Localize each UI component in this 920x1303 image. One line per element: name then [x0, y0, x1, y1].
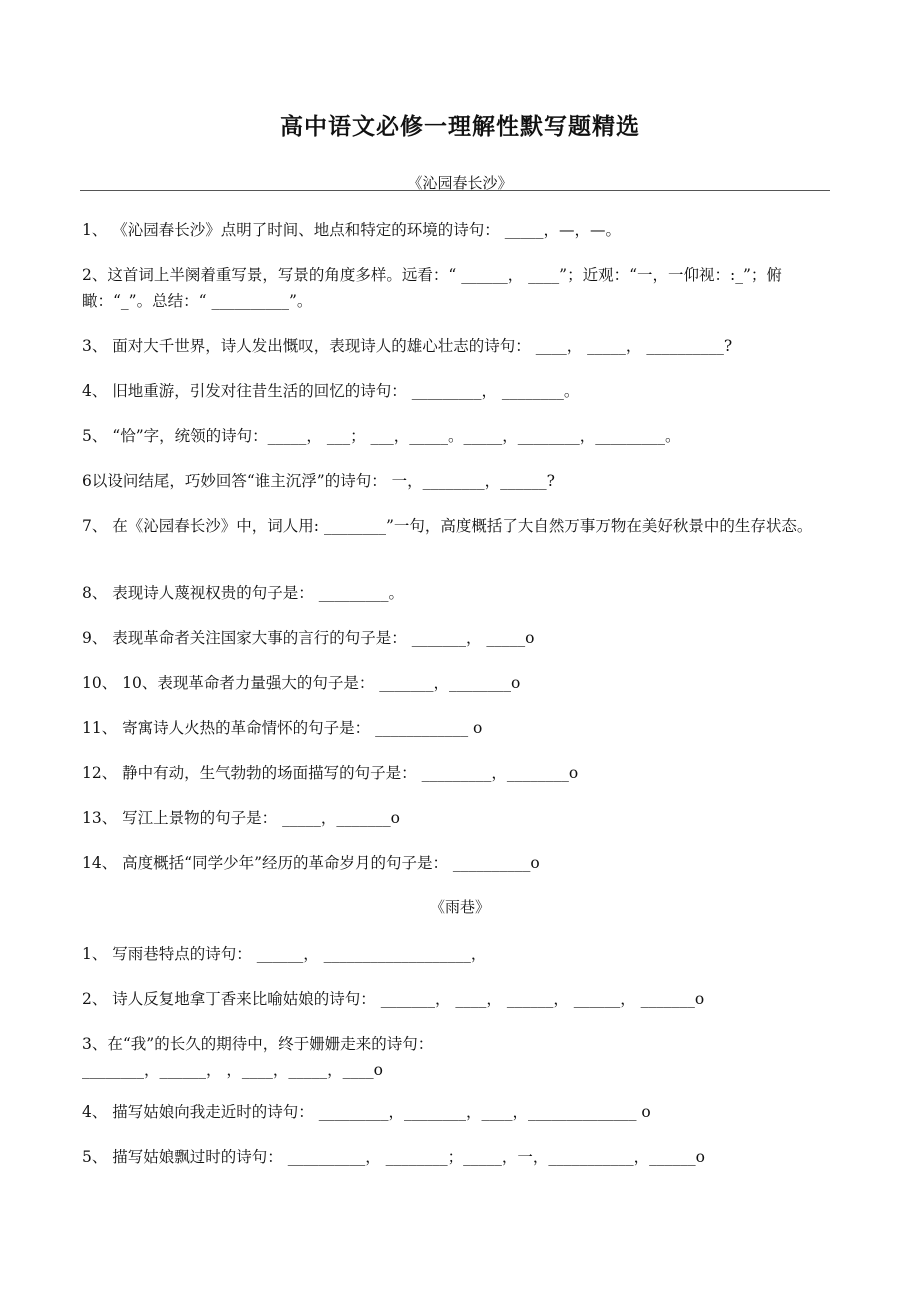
question-item: 1、 写雨巷特点的诗句： ______， ___________________， — [82, 945, 487, 963]
question-item: 2、 诗人反复地拿丁香来比喻姑娘的诗句： _______， ____， ______， ______， _______o — [82, 990, 705, 1008]
section-heading-qinyuanchun: 《沁园春长沙》 — [407, 174, 513, 192]
heading-divider — [80, 190, 830, 191]
question-item: 11、 寄寓诗人火热的革命情怀的句子是： ____________ o — [82, 719, 483, 737]
question-item: 14、 高度概括“同学少年”经历的革命岁月的句子是： __________o — [82, 854, 540, 872]
question-item: 2、这首词上半阕着重写景，写景的角度多样。远看：“ ______， ____”；近观：“一，一仰视：:_”；俯瞰：“_”。总结：“ __________”。 — [82, 266, 782, 310]
question-item: 4、 描写姑娘向我走近时的诗句： _________，________，____，______________ o — [82, 1103, 651, 1121]
question-item: 6以设问结尾，巧妙回答“谁主沉浮”的诗句： 一，________，______? — [82, 472, 555, 490]
question-item: 5、 “恰”字，统领的诗句：_____， ___； ___，_____。_____，________，_________。 — [82, 427, 681, 445]
question-item: 9、 表现革命者关注国家大事的言行的句子是： _______， _____o — [82, 629, 535, 647]
question-item: 8、 表现诗人蔑视权贵的句子是： _________。 — [82, 584, 404, 602]
question-item: 5、 描写姑娘飘过时的诗句： __________， ________；_____，一，___________，______o — [82, 1148, 705, 1166]
question-item: 7、 在《沁园春长沙》中，词人用: ________”一句，高度概括了大自然万事万物在美好秋景中的生存状态。 — [82, 517, 813, 535]
question-item: 10、 10、表现革命者力量强大的句子是： _______，________o — [82, 674, 521, 692]
section-heading-yuxiang: 《雨巷》 — [429, 898, 490, 916]
question-item: 4、 旧地重游，引发对往昔生活的回忆的诗句： _________， ________。 — [82, 382, 580, 400]
page-title: 高中语文必修一理解性默写题精选 — [280, 113, 640, 140]
question-item: 12、 静中有动，生气勃勃的场面描写的句子是： _________，________o — [82, 764, 579, 782]
question-item: 1、 《沁园春长沙》点明了时间、地点和特定的环境的诗句： _____，—，—。 — [82, 221, 621, 239]
question-item: 3、 面对大千世界，诗人发出慨叹，表现诗人的雄心壮志的诗句： ____， _____， __________? — [82, 337, 733, 355]
question-item: 13、 写江上景物的句子是： _____，_______o — [82, 809, 400, 827]
question-item: 3、在“我”的长久的期待中，终于姗姗走来的诗句：________，______， ，____，_____，____o — [82, 1035, 434, 1079]
